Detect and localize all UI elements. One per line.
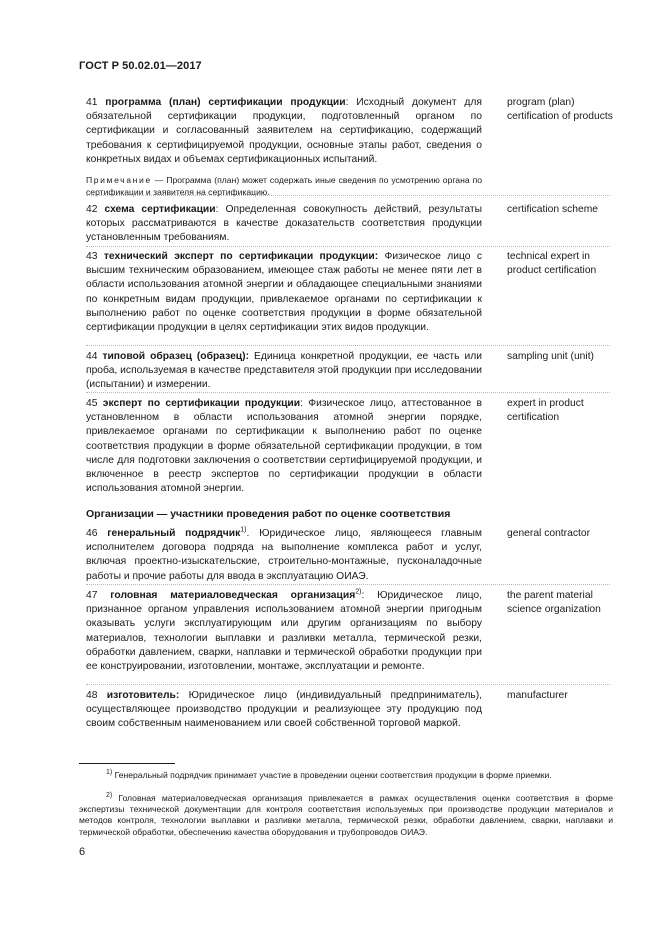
footnote-ref[interactable]: 1) <box>240 526 247 534</box>
term-name: программа (план) сертификации продукции <box>105 97 346 108</box>
term-number: 46 <box>86 528 98 539</box>
term-definition: 45 эксперт по сертификации продукции: Физическое лицо, аттестованное в установленном в области использования атомной энергии порядке, привлекаемое органами по сертификации к выполнению работ по оценке соответствия продукции в форме обязательной сертификации продукции, в том числе для подготовки заключения о соответствии сертифицируемой продукции, и включенное в реестр экспертов по сертификации продукции в области использования атомной энергии. <box>86 398 482 495</box>
term-number: 44 <box>86 351 98 362</box>
english-equivalent: the parent material science organization <box>507 590 601 616</box>
term-entry-41 <box>86 96 613 198</box>
entry-divider <box>86 684 610 685</box>
term-number: 45 <box>86 398 98 409</box>
definition-text: Физическое лицо с высшим техническим образованием, имеющее стаж работы не менее пяти лет в области использования атомной энергии и обладающее специальными знаниями по конкретным видам продукции, привлекаемое органами по сертификации к выполнению работ по оценке соответствия продукции в форме обязательной сертификации продукции в целях сертификации этих видов продукции. <box>86 251 482 334</box>
term-number: 47 <box>86 590 98 601</box>
term-name: изготовитель: <box>106 690 180 701</box>
term-entry-42 <box>86 203 610 246</box>
footnote-divider <box>79 763 175 764</box>
section-title: Организации — участники проведения работ по оценке соответствия <box>86 508 451 520</box>
term-entry-48 <box>86 689 610 732</box>
term-name: технический эксперт по сертификации продукции: <box>103 251 379 262</box>
entry-divider <box>86 195 610 196</box>
note-text: — Программа (план) может содержать иные сведения по усмотрению органа по сертификации и заявителя на сертификацию. <box>86 175 482 198</box>
term-number: 41 <box>86 97 98 108</box>
term-entry-43 <box>86 250 610 335</box>
term-definition <box>86 250 482 335</box>
entry-divider <box>86 246 610 247</box>
term-entry-47 <box>86 589 610 674</box>
term-definition <box>86 689 482 732</box>
definition-text: Физическое лицо, аттестованное в установленном в области использования атомной энергии порядке, привлекаемое органами по сертификации к выполнению работ по оценке соответствия продукции в форме обязательной сертификации продукции, в том числе для подготовки заключения о соответствии сертифицируемой продукции, и включенное в реестр экспертов по сертификации продукции в области использования атомной энергии. <box>86 398 482 495</box>
footnote-text: Головная материаловедческая организация привлекается в рамках осуществления оценки соответствия в форме экспертизы технической документации для контроля соответствия используемых при производстве продукции материалов и методов контроля, технологии выплавки и разливки металла, термической резки, обработки давлением, сварки, наплавки и термической обработки, обеспечению качества оборудования и трубопроводов ОИАЭ. <box>79 793 613 837</box>
english-equivalent: general contractor <box>507 528 590 539</box>
entry-divider <box>86 345 610 346</box>
footnote-ref[interactable]: 2) <box>355 588 362 596</box>
term-definition: 46 генеральный подрядчик$^{1)}$. Юридическое лицо, являющееся главным исполнителем договора подряда на выполнение комплекса работ и услуг, включая проектно-изыскательские, строительно-монтажные, пусконаладочные работы и прочие работы для ввода в эксплуатацию ОИАЭ. <box>86 526 482 582</box>
term-number: 43 <box>86 251 98 262</box>
term-name: головная материаловедческая организация <box>110 590 356 601</box>
term-name: типовой образец (образец): <box>102 351 249 362</box>
english-equivalent: manufacturer <box>507 690 568 701</box>
footnote-mark: 2) <box>106 792 113 800</box>
english-equivalent: program (plan) certification of products <box>507 97 613 123</box>
english-equivalent: sampling unit (unit) <box>507 351 594 362</box>
term-definition: 47 головная материаловедческая организация$^{2)}$: Юридическое лицо, признанное органом управления использованием атомной энергии пригодным оказывать услуги эксплуатирующим или другим организациям по выбору материалов, технологии выплавки и разливки металла, термической резки, обработки давлением, сварки, наплавки и термической обработки продукции при ее конструировании, изготовлении, монтаже, эксплуатации и ремонте. <box>86 588 482 673</box>
definition-text: Юридическое лицо, признанное органом управления использованием атомной энергии пригодным оказывать услуги эксплуатирующим или другим организациям по выбору материалов, технологии выплавки и разливки металла, термической резки, обработки давлением, сварки, наплавки и термической обработки продукции при ее конструировании, изготовлении, монтаже, эксплуатации и ремонте. <box>86 590 482 673</box>
term-number: 48 <box>86 690 98 701</box>
english-equivalent: certification scheme <box>507 204 598 215</box>
entry-divider <box>86 584 610 585</box>
term-number: 42 <box>86 204 98 215</box>
footnote-mark: 1) <box>106 769 113 777</box>
footnote-1 <box>79 770 613 781</box>
document-code: ГОСТ Р 50.02.01—2017 <box>79 60 202 72</box>
term-entry-46 <box>86 527 610 584</box>
term-definition <box>86 350 482 393</box>
note-label: Примечание <box>86 175 152 186</box>
term-entry-45 <box>86 397 610 496</box>
term-definition: 42 схема сертификации: Определенная совокупность действий, результаты которых рассматриваются в качестве доказательств соответствия продукции установленным требованиям. <box>86 204 482 244</box>
footnote-text: Генеральный подрядчик принимает участие в проведении оценки соответствия продукции в форме приемки. <box>112 770 552 780</box>
term-name: схема сертификации <box>104 204 216 215</box>
definition-text: Определенная совокупность действий, результаты которых рассматриваются в качестве доказательств соответствия продукции установленным требованиям. <box>86 204 482 244</box>
english-equivalent: expert in product certification <box>507 398 584 424</box>
term-definition: 41 программа (план) сертификации продукции: Исходный документ для обязательной сертификации продукции, подготовленный органом по сертификации и согласованный заявителем на сертификацию, содержащий требования к сертифицируемой продукции, основные этапы работ, сведения о конкретных видах и объемах сертификационных испытаний. <box>86 97 482 165</box>
entry-divider <box>86 392 610 393</box>
definition-text: Юридическое лицо, являющееся главным исполнителем договора подряда на выполнение комплекса работ и услуг, включая проектно-изыскательские, строительно-монтажные, пусконаладочные работы и прочие работы для ввода в эксплуатацию ОИАЭ. <box>86 528 482 582</box>
english-equivalent: technical expert in product certification <box>507 251 597 277</box>
definition-text: Юридическое лицо (индивидуальный предприниматель), осуществляющее производство продукции и реализующее эту продукцию под своим собственным наименованием или своей собственной торговой маркой. <box>86 690 482 730</box>
term-name: генеральный подрядчик <box>107 528 241 539</box>
footnote-2 <box>79 793 613 838</box>
term-name: эксперт по сертификации продукции <box>102 398 301 409</box>
definition-text: Исходный документ для обязательной сертификации продукции, подготовленный органом по сертификации и согласованный заявителем на сертификацию, содержащий требования к сертифицируемой продукции, основные этапы работ, сведения о конкретных видах и объемах сертификационных испытаний. <box>86 97 482 165</box>
term-entry-44 <box>86 350 610 393</box>
page-number: 6 <box>79 846 86 858</box>
definition-text: Единица конкретной продукции, ее часть или проба, используемая в качестве представителя этой продукции при исследовании (испытании) и измерении. <box>86 351 482 391</box>
